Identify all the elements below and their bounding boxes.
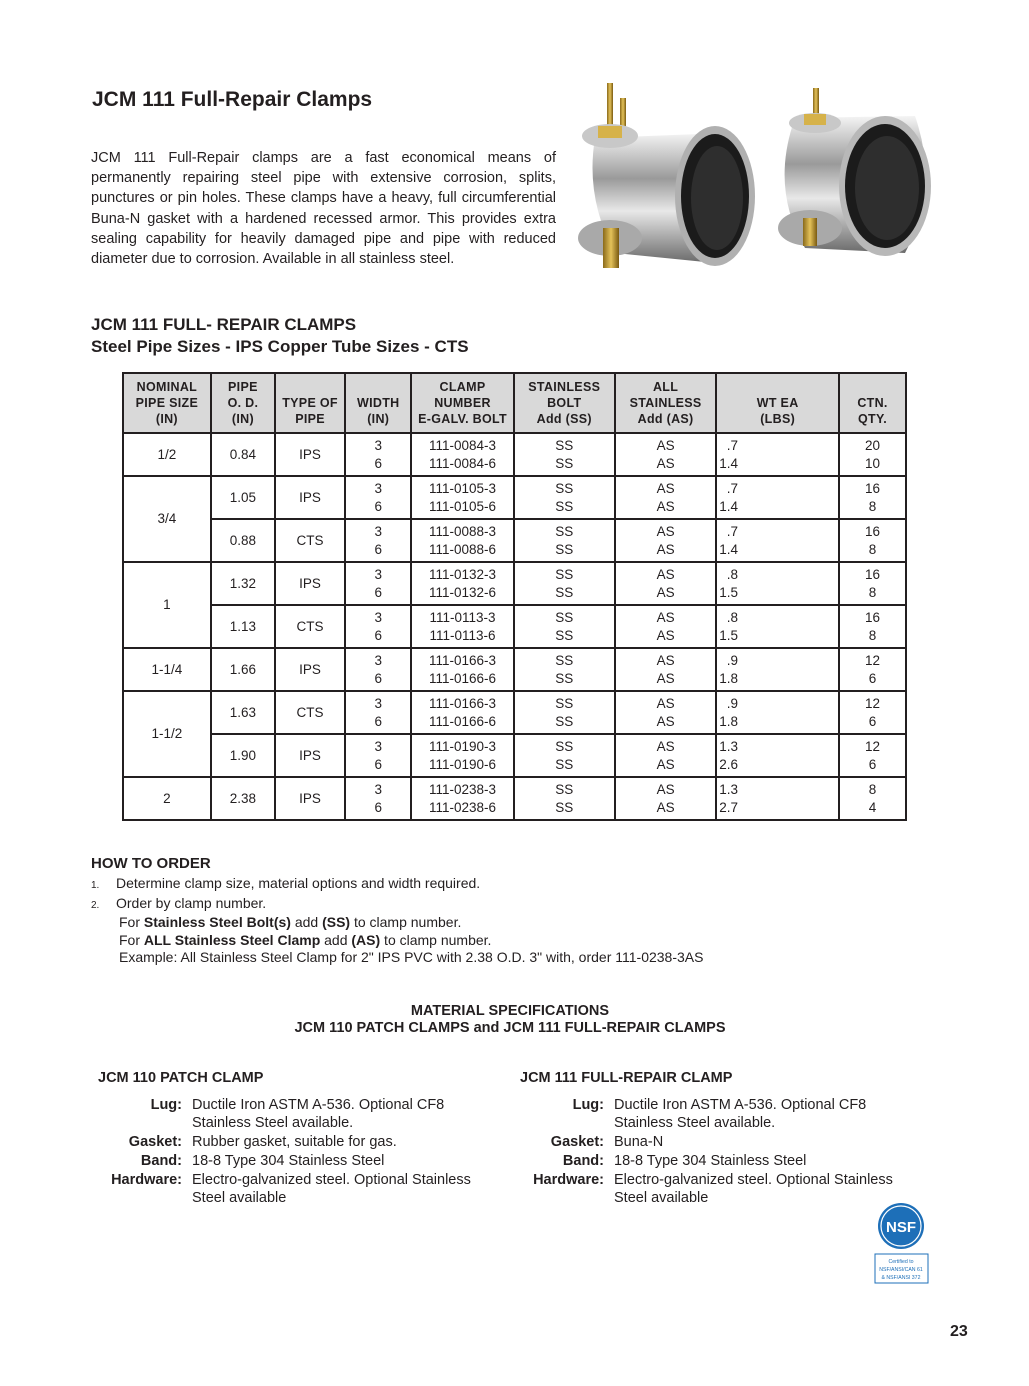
pipe-od-cell: 1.66: [211, 648, 275, 691]
carton-qty-cell: 12 6: [839, 734, 906, 777]
order-example: Example: All Stainless Steel Clamp for 2" IPS PVC with 2.38 O.D. 3" with, order 111-0238-3AS: [119, 949, 704, 965]
spec-value: Ductile Iron ASTM A-536. Optional CF8 Stainless Steel available.: [614, 1097, 867, 1131]
table-section-title: [91, 314, 469, 358]
all-stainless-cell: AS AS: [615, 648, 716, 691]
table-row: [123, 777, 906, 820]
spec-column-heading: JCM 111 FULL-REPAIR CLAMP: [520, 1070, 733, 1086]
carton-qty-cell: 16 8: [839, 476, 906, 519]
page-number: 23: [950, 1323, 968, 1340]
table-row: [123, 433, 906, 476]
pipe-od-cell: 1.32: [211, 562, 275, 605]
table-section-title-line1: JCM 111 FULL- REPAIR CLAMPS: [91, 315, 357, 334]
clamp-number-cell: 111-0084-3 111-0084-6: [411, 433, 513, 476]
clamp-number-cell: 111-0088-3 111-0088-6: [411, 519, 513, 562]
stainless-bolt-cell: SS SS: [514, 605, 615, 648]
spec-value: Rubber gasket, suitable for gas.: [192, 1134, 397, 1150]
spec-column-patch-clamp: [98, 1070, 508, 1208]
width-cell: 3 6: [345, 605, 411, 648]
width-cell: 3 6: [345, 734, 411, 777]
pipe-od-cell: 0.88: [211, 519, 275, 562]
all-stainless-cell: AS AS: [615, 691, 716, 734]
spec-column-full-repair-clamp: [520, 1070, 930, 1208]
column-header: CLAMP NUMBER E-GALV. BOLT: [411, 373, 513, 433]
spec-label: Lug:: [572, 1097, 604, 1113]
pipe-od-cell: 0.84: [211, 433, 275, 476]
width-cell: 3 6: [345, 777, 411, 820]
carton-qty-cell: 16 8: [839, 605, 906, 648]
pipe-od-cell: 1.63: [211, 691, 275, 734]
nsf-line-3: & NSF/ANSI 372: [881, 1275, 921, 1281]
weight-cell: .7 1.4: [716, 476, 839, 519]
material-spec-title-line2: JCM 110 PATCH CLAMPS and JCM 111 FULL-REPAIR CLAMPS: [294, 1020, 726, 1036]
spec-column-heading: JCM 110 PATCH CLAMP: [98, 1070, 264, 1086]
all-stainless-cell: AS AS: [615, 777, 716, 820]
nsf-line-2: NSF/ANSI/CAN 61: [879, 1267, 923, 1273]
spec-label: Gasket:: [550, 1134, 604, 1150]
how-to-order: [91, 855, 703, 967]
carton-qty-cell: 20 10: [839, 433, 906, 476]
stainless-bolt-cell: SS SS: [514, 562, 615, 605]
how-to-order-heading: HOW TO ORDER: [91, 855, 211, 872]
spec-label: Lug:: [150, 1097, 182, 1113]
stainless-bolt-cell: SS SS: [514, 777, 615, 820]
table-row: [123, 605, 906, 648]
spec-value: 18-8 Type 304 Stainless Steel: [192, 1153, 385, 1169]
clamp-spec-table: [122, 372, 907, 821]
pipe-type-cell: IPS: [275, 562, 345, 605]
table-row: [123, 734, 906, 777]
clamp-number-cell: 111-0166-3 111-0166-6: [411, 648, 513, 691]
all-stainless-cell: AS AS: [615, 734, 716, 777]
clamp-number-cell: 111-0113-3 111-0113-6: [411, 605, 513, 648]
order-note-as: For ALL Stainless Steel Clamp add (AS) to clamp number.: [119, 931, 492, 948]
pipe-od-cell: 1.13: [211, 605, 275, 648]
width-cell: 3 6: [345, 433, 411, 476]
spec-value: Buna-N: [614, 1134, 664, 1150]
spec-value: 18-8 Type 304 Stainless Steel: [614, 1153, 807, 1169]
pipe-type-cell: IPS: [275, 476, 345, 519]
nominal-size-cell: 1-1/2: [123, 691, 211, 777]
clamp-right: [778, 88, 931, 256]
stainless-bolt-cell: SS SS: [514, 734, 615, 777]
spec-label: Gasket:: [128, 1134, 182, 1150]
pipe-type-cell: CTS: [275, 519, 345, 562]
all-stainless-cell: AS AS: [615, 519, 716, 562]
weight-cell: .7 1.4: [716, 433, 839, 476]
column-header: ALL STAINLESS Add (AS): [615, 373, 716, 433]
column-header: CTN. QTY.: [839, 373, 906, 433]
table-row: [123, 476, 906, 519]
stainless-bolt-cell: SS SS: [514, 433, 615, 476]
table-row: [123, 562, 906, 605]
column-header: PIPE O. D. (IN): [211, 373, 275, 433]
all-stainless-cell: AS AS: [615, 433, 716, 476]
pipe-od-cell: 1.05: [211, 476, 275, 519]
carton-qty-cell: 12 6: [839, 691, 906, 734]
page-title: JCM 111 Full-Repair Clamps: [92, 88, 373, 111]
width-cell: 3 6: [345, 476, 411, 519]
table-section-title-line2: Steel Pipe Sizes - IPS Copper Tube Sizes - CTS: [91, 337, 469, 356]
weight-cell: .8 1.5: [716, 562, 839, 605]
nominal-size-cell: 1-1/4: [123, 648, 211, 691]
stainless-bolt-cell: SS SS: [514, 691, 615, 734]
clamp-number-cell: 111-0166-3 111-0166-6: [411, 691, 513, 734]
column-header: WT EA (LBS): [716, 373, 839, 433]
clamp-number-cell: 111-0238-3 111-0238-6: [411, 777, 513, 820]
pipe-type-cell: IPS: [275, 734, 345, 777]
carton-qty-cell: 8 4: [839, 777, 906, 820]
nsf-logo-text: NSF: [886, 1219, 916, 1236]
weight-cell: .8 1.5: [716, 605, 839, 648]
all-stainless-cell: AS AS: [615, 605, 716, 648]
weight-cell: .9 1.8: [716, 648, 839, 691]
table-row: [123, 648, 906, 691]
spec-row: [98, 1133, 508, 1151]
material-spec-title: [0, 1003, 1020, 1037]
carton-qty-cell: 16 8: [839, 562, 906, 605]
weight-cell: .7 1.4: [716, 519, 839, 562]
clamp-number-cell: 111-0190-3 111-0190-6: [411, 734, 513, 777]
table-row: [123, 691, 906, 734]
spec-row: [520, 1171, 930, 1207]
spec-row: [520, 1133, 930, 1151]
nsf-line-1: Certified to: [888, 1259, 914, 1265]
stainless-bolt-cell: SS SS: [514, 648, 615, 691]
spec-row: [98, 1096, 508, 1132]
column-header: STAINLESS BOLT Add (SS): [514, 373, 615, 433]
nsf-certification-icon: [874, 1202, 929, 1284]
clamp-number-cell: 111-0132-3 111-0132-6: [411, 562, 513, 605]
weight-cell: .9 1.8: [716, 691, 839, 734]
all-stainless-cell: AS AS: [615, 476, 716, 519]
pipe-type-cell: CTS: [275, 691, 345, 734]
repair-clamp-photo: [565, 78, 960, 278]
pipe-type-cell: IPS: [275, 777, 345, 820]
stainless-bolt-cell: SS SS: [514, 519, 615, 562]
spec-row: [520, 1096, 930, 1132]
stainless-bolt-cell: SS SS: [514, 476, 615, 519]
pipe-type-cell: IPS: [275, 433, 345, 476]
spec-value: Ductile Iron ASTM A-536. Optional CF8 Stainless Steel available.: [192, 1097, 445, 1131]
spec-value: Electro-galvanized steel. Optional Stainless Steel available: [614, 1172, 893, 1206]
spec-label: Band:: [562, 1153, 604, 1169]
pipe-od-cell: 1.90: [211, 734, 275, 777]
pipe-type-cell: CTS: [275, 605, 345, 648]
spec-row: [520, 1152, 930, 1170]
width-cell: 3 6: [345, 519, 411, 562]
order-note-ss: For Stainless Steel Bolt(s) add (SS) to clamp number.: [119, 914, 462, 930]
order-step-1: 1. Determine clamp size, material options and width required.: [91, 875, 481, 891]
nominal-size-cell: 1/2: [123, 433, 211, 476]
spec-row: [98, 1171, 508, 1207]
width-cell: 3 6: [345, 562, 411, 605]
pipe-type-cell: IPS: [275, 648, 345, 691]
spec-row: [98, 1152, 508, 1170]
nominal-size-cell: 3/4: [123, 476, 211, 562]
clamp-left: [578, 83, 755, 268]
all-stainless-cell: AS AS: [615, 562, 716, 605]
material-spec-title-line1: MATERIAL SPECIFICATIONS: [410, 1003, 610, 1019]
column-header: NOMINAL PIPE SIZE (IN): [123, 373, 211, 433]
width-cell: 3 6: [345, 648, 411, 691]
spec-label: Band:: [140, 1153, 182, 1169]
carton-qty-cell: 16 8: [839, 519, 906, 562]
nominal-size-cell: 2: [123, 777, 211, 820]
pipe-od-cell: 2.38: [211, 777, 275, 820]
column-header: WIDTH (IN): [345, 373, 411, 433]
spec-label: Hardware:: [111, 1172, 182, 1188]
carton-qty-cell: 12 6: [839, 648, 906, 691]
column-header: TYPE OF PIPE: [275, 373, 345, 433]
width-cell: 3 6: [345, 691, 411, 734]
spec-value: Electro-galvanized steel. Optional Stainless Steel available: [192, 1172, 471, 1206]
weight-cell: 1.3 2.6: [716, 734, 839, 777]
nominal-size-cell: 1: [123, 562, 211, 648]
weight-cell: 1.3 2.7: [716, 777, 839, 820]
spec-label: Hardware:: [533, 1172, 604, 1188]
clamp-number-cell: 111-0105-3 111-0105-6: [411, 476, 513, 519]
order-step-2: 2. Order by clamp number.: [91, 894, 267, 911]
intro-paragraph: JCM 111 Full-Repair clamps are a fast economical means of permanently repairing steel pipe with extensive corrosion, splits, punctures or pin holes. These clamps have a heavy, full circumferential Buna-N gasket with a hardened recessed armor. This provides extra sealing capability for heavily damaged pipe and pipe with reduced diameter due to corrosion. Available in all stainless steel.: [91, 150, 556, 268]
table-header-row: [123, 373, 906, 433]
table-row: [123, 519, 906, 562]
